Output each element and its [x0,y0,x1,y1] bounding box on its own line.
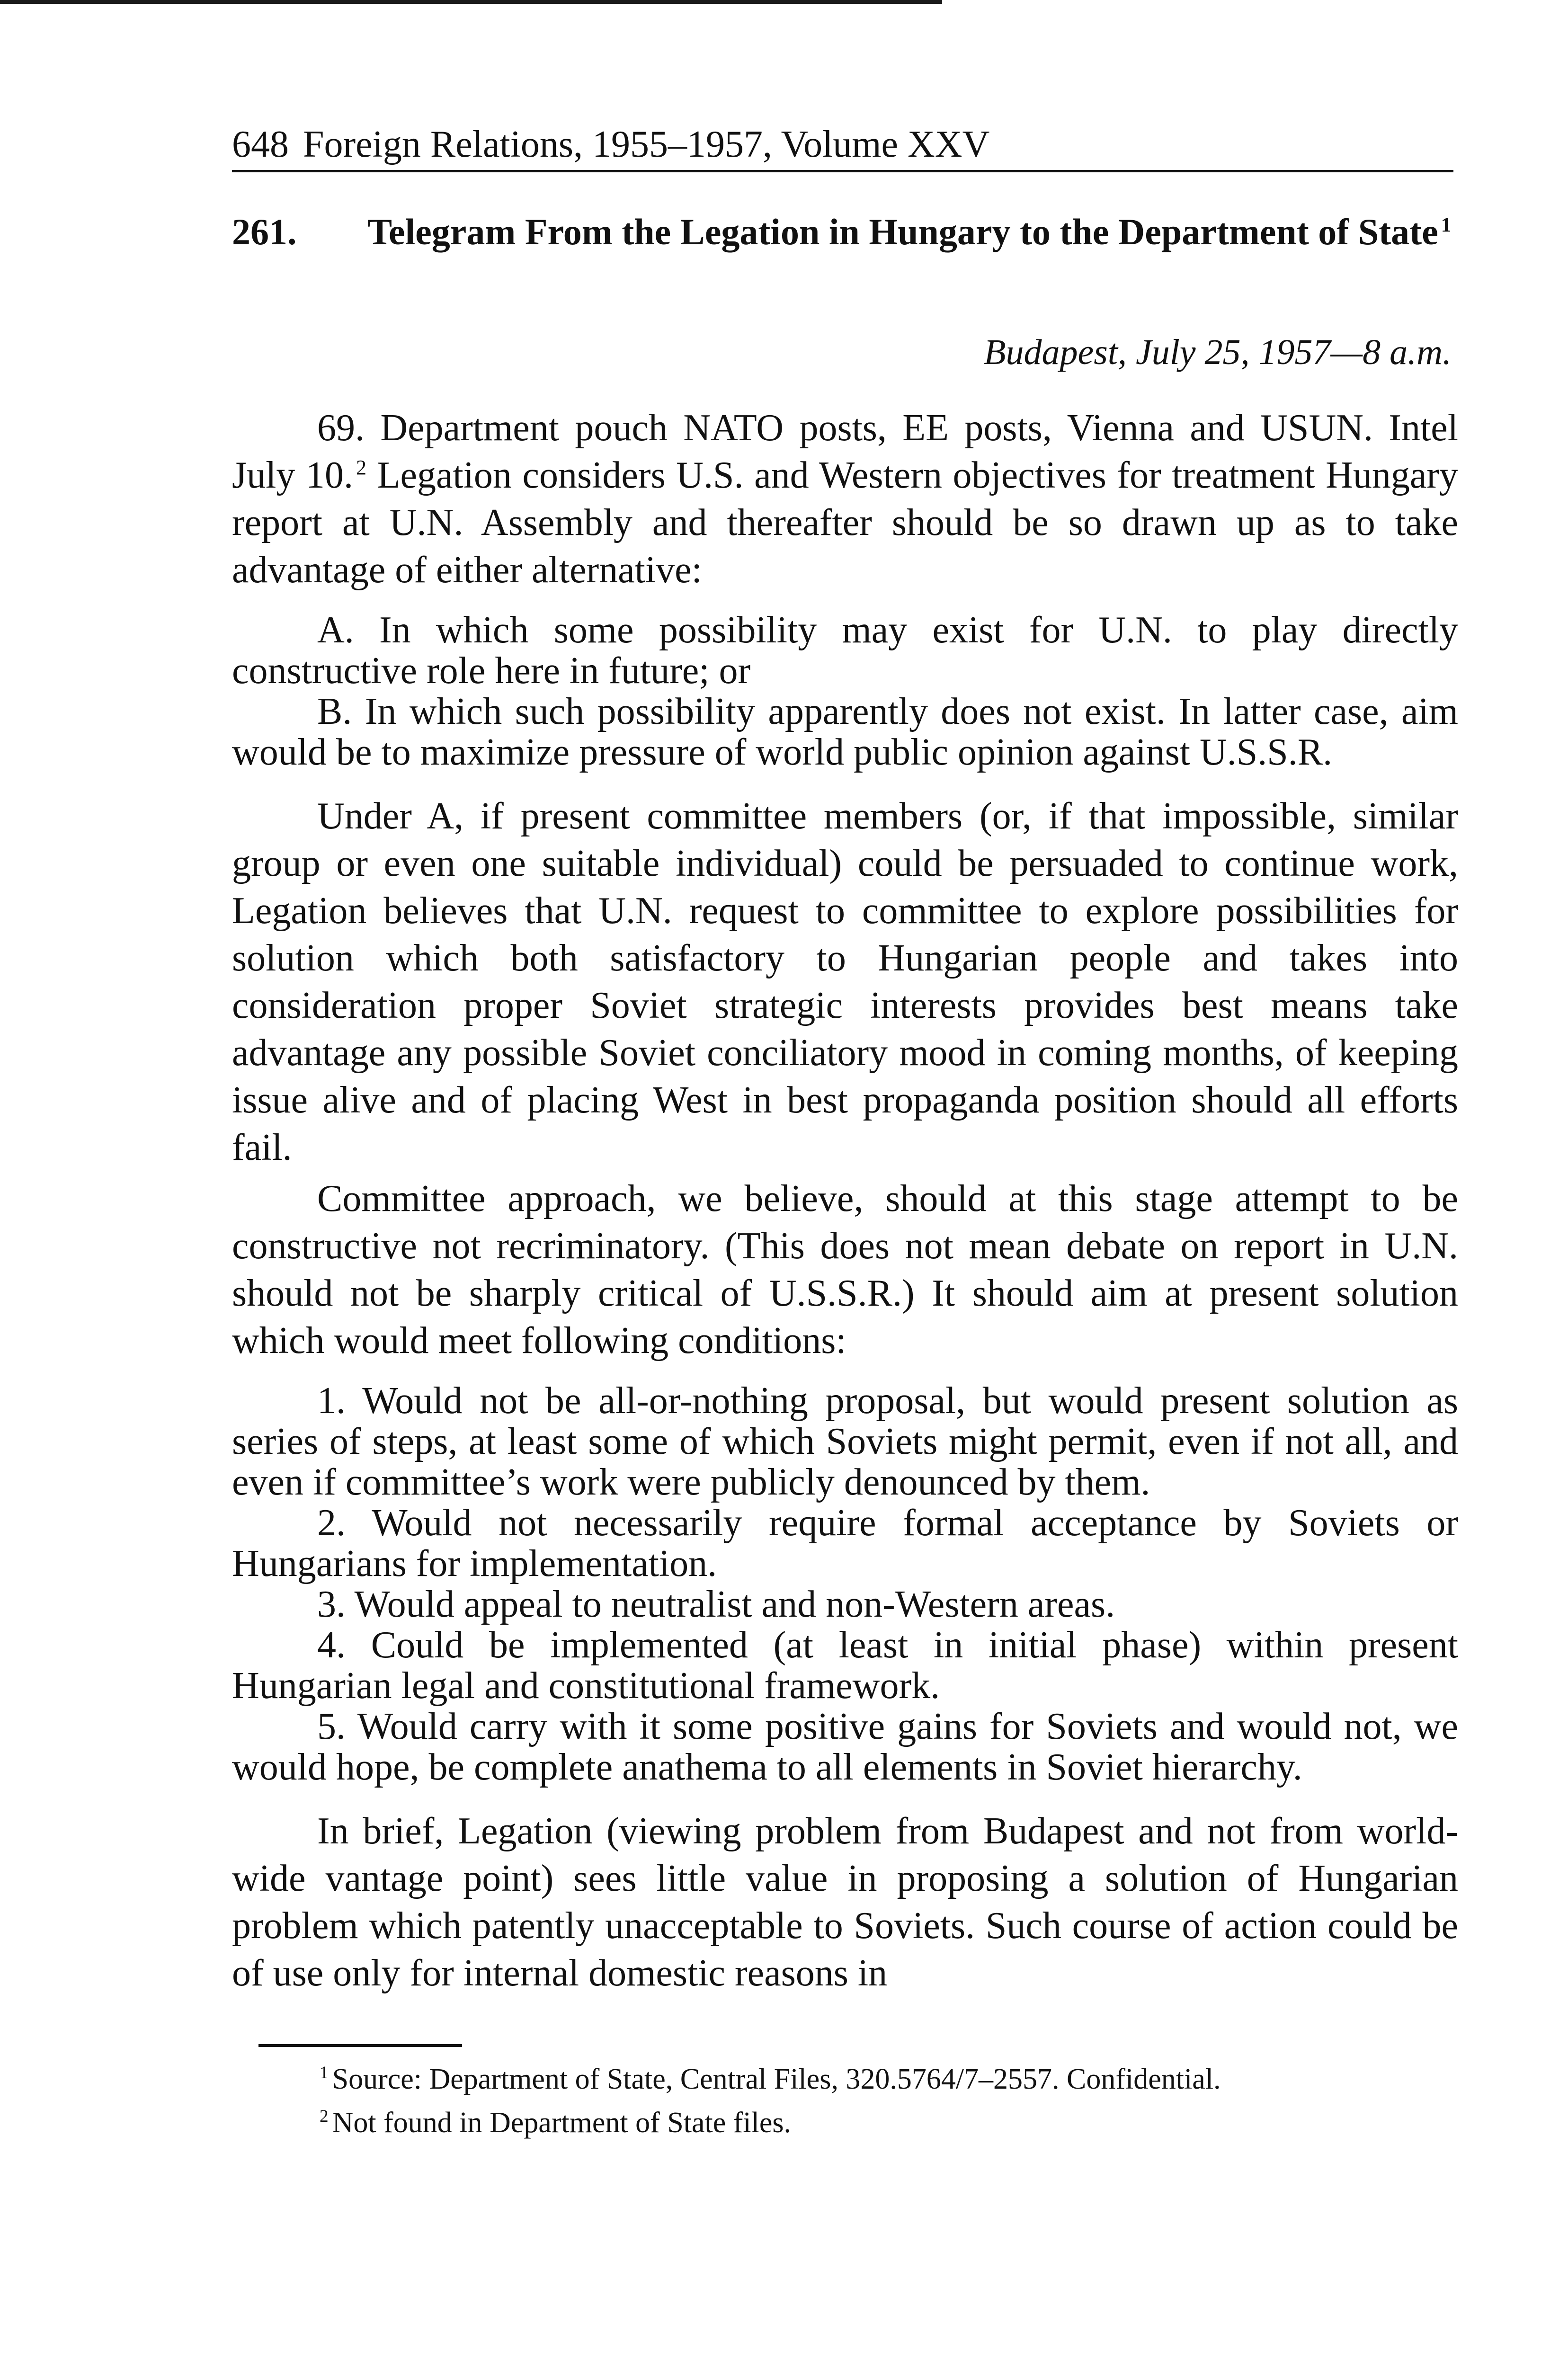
document-title [367,206,1458,258]
footnote-ref-2: 2 [356,456,366,480]
footnote-1-text: Source: Department of State, Central Files, 320.5764/7–2557. Confidential. [332,2063,1221,2095]
document-number: 261. [232,211,297,252]
volume-title: Foreign Relations, 1955–1957, Volume XXV [303,124,990,165]
paragraph-intro [232,404,1458,594]
condition-2: 2. Would not necessarily require formal acceptance by Soviets or Hungarians for implementation. [232,1502,1458,1584]
alternative-b: B. In which such possibility apparently does not exist. In latter case, aim would be to maximize pressure of world public opinion against U.S.S.R. [232,691,1458,773]
paragraph-under-a: Under A, if present committee members (or, if that impossible, similar group or even one suitable individual) could be persuaded to continue work, Legation believes that U.N. request to committee to explore possibilities for solution which both satisfactory to Hungarian people and takes into consideration proper Soviet strategic interests provides best means take advantage any possible Soviet conciliatory mood in coming months, of keeping issue alive and of placing West in best propaganda position should all efforts fail. [232,795,1458,1168]
top-edge-rule [0,0,942,4]
footnote-1-mark: 1 [320,2063,329,2083]
footnote-ref-1: 1 [1441,214,1452,236]
footnote-rule [258,2044,462,2047]
condition-4: 4. Could be implemented (at least in initial phase) within present Hungarian legal and constitutional framework. [232,1624,1458,1707]
paragraph-intro-a: 69. Department pouch NATO posts, EE posts, Vienna and USUN. Intel July 10. [232,407,1458,496]
footnote-2 [232,2101,1458,2145]
alternatives-list [232,610,1458,773]
page-number: 648 [232,124,289,165]
document-heading [232,206,1458,258]
footnote-2-mark: 2 [320,2107,329,2127]
dateline: Budapest, July 25, 1957—8 a.m. [984,332,1452,372]
paragraph-in-brief: In brief, Legation (viewing problem from Budapest and not from world-wide vantage point) sees little value in proposing a solution of Hungarian problem which patently unacceptable to Soviets. Such course of action could be of use only for internal domestic reasons in [232,1810,1458,1994]
document-page [232,121,1458,2145]
condition-1: 1. Would not be all-or-nothing proposal, but would present solution as series of steps, at least some of which Soviets might permit, even if not all, and even if committee’s work were publicly denounced by them. [232,1380,1458,1503]
paragraph-committee-approach: Committee approach, we believe, should at this stage attempt to be constructive not recriminatory. (This does not mean debate on report in U.N. should not be sharply critical of U.S.S.R.) It should aim at present solution which would meet following conditions: [232,1178,1458,1361]
conditions-list [232,1380,1458,1788]
telegram-body [232,404,1458,1997]
paragraph-intro-b: Legation considers U.S. and Western objectives for treatment Hungary report at U.N. Assembly and thereafter should be so drawn up as to take advantage of either alternative: [232,454,1458,591]
condition-5: 5. Would carry with it some positive gains for Soviets and would not, we would hope, be complete anathema to all elements in Soviet hierarchy. [232,1706,1458,1788]
alternative-a: A. In which some possibility may exist for U.N. to play directly constructive role here in future; or [232,609,1458,692]
running-head [232,121,1453,172]
footnotes [232,2044,1458,2145]
condition-3: 3. Would appeal to neutralist and non-Western areas. [317,1584,1115,1625]
footnote-2-text: Not found in Department of State files. [332,2107,791,2139]
document-title-text: Telegram From the Legation in Hungary to the Department of State [367,211,1438,252]
footnote-1 [232,2057,1458,2101]
